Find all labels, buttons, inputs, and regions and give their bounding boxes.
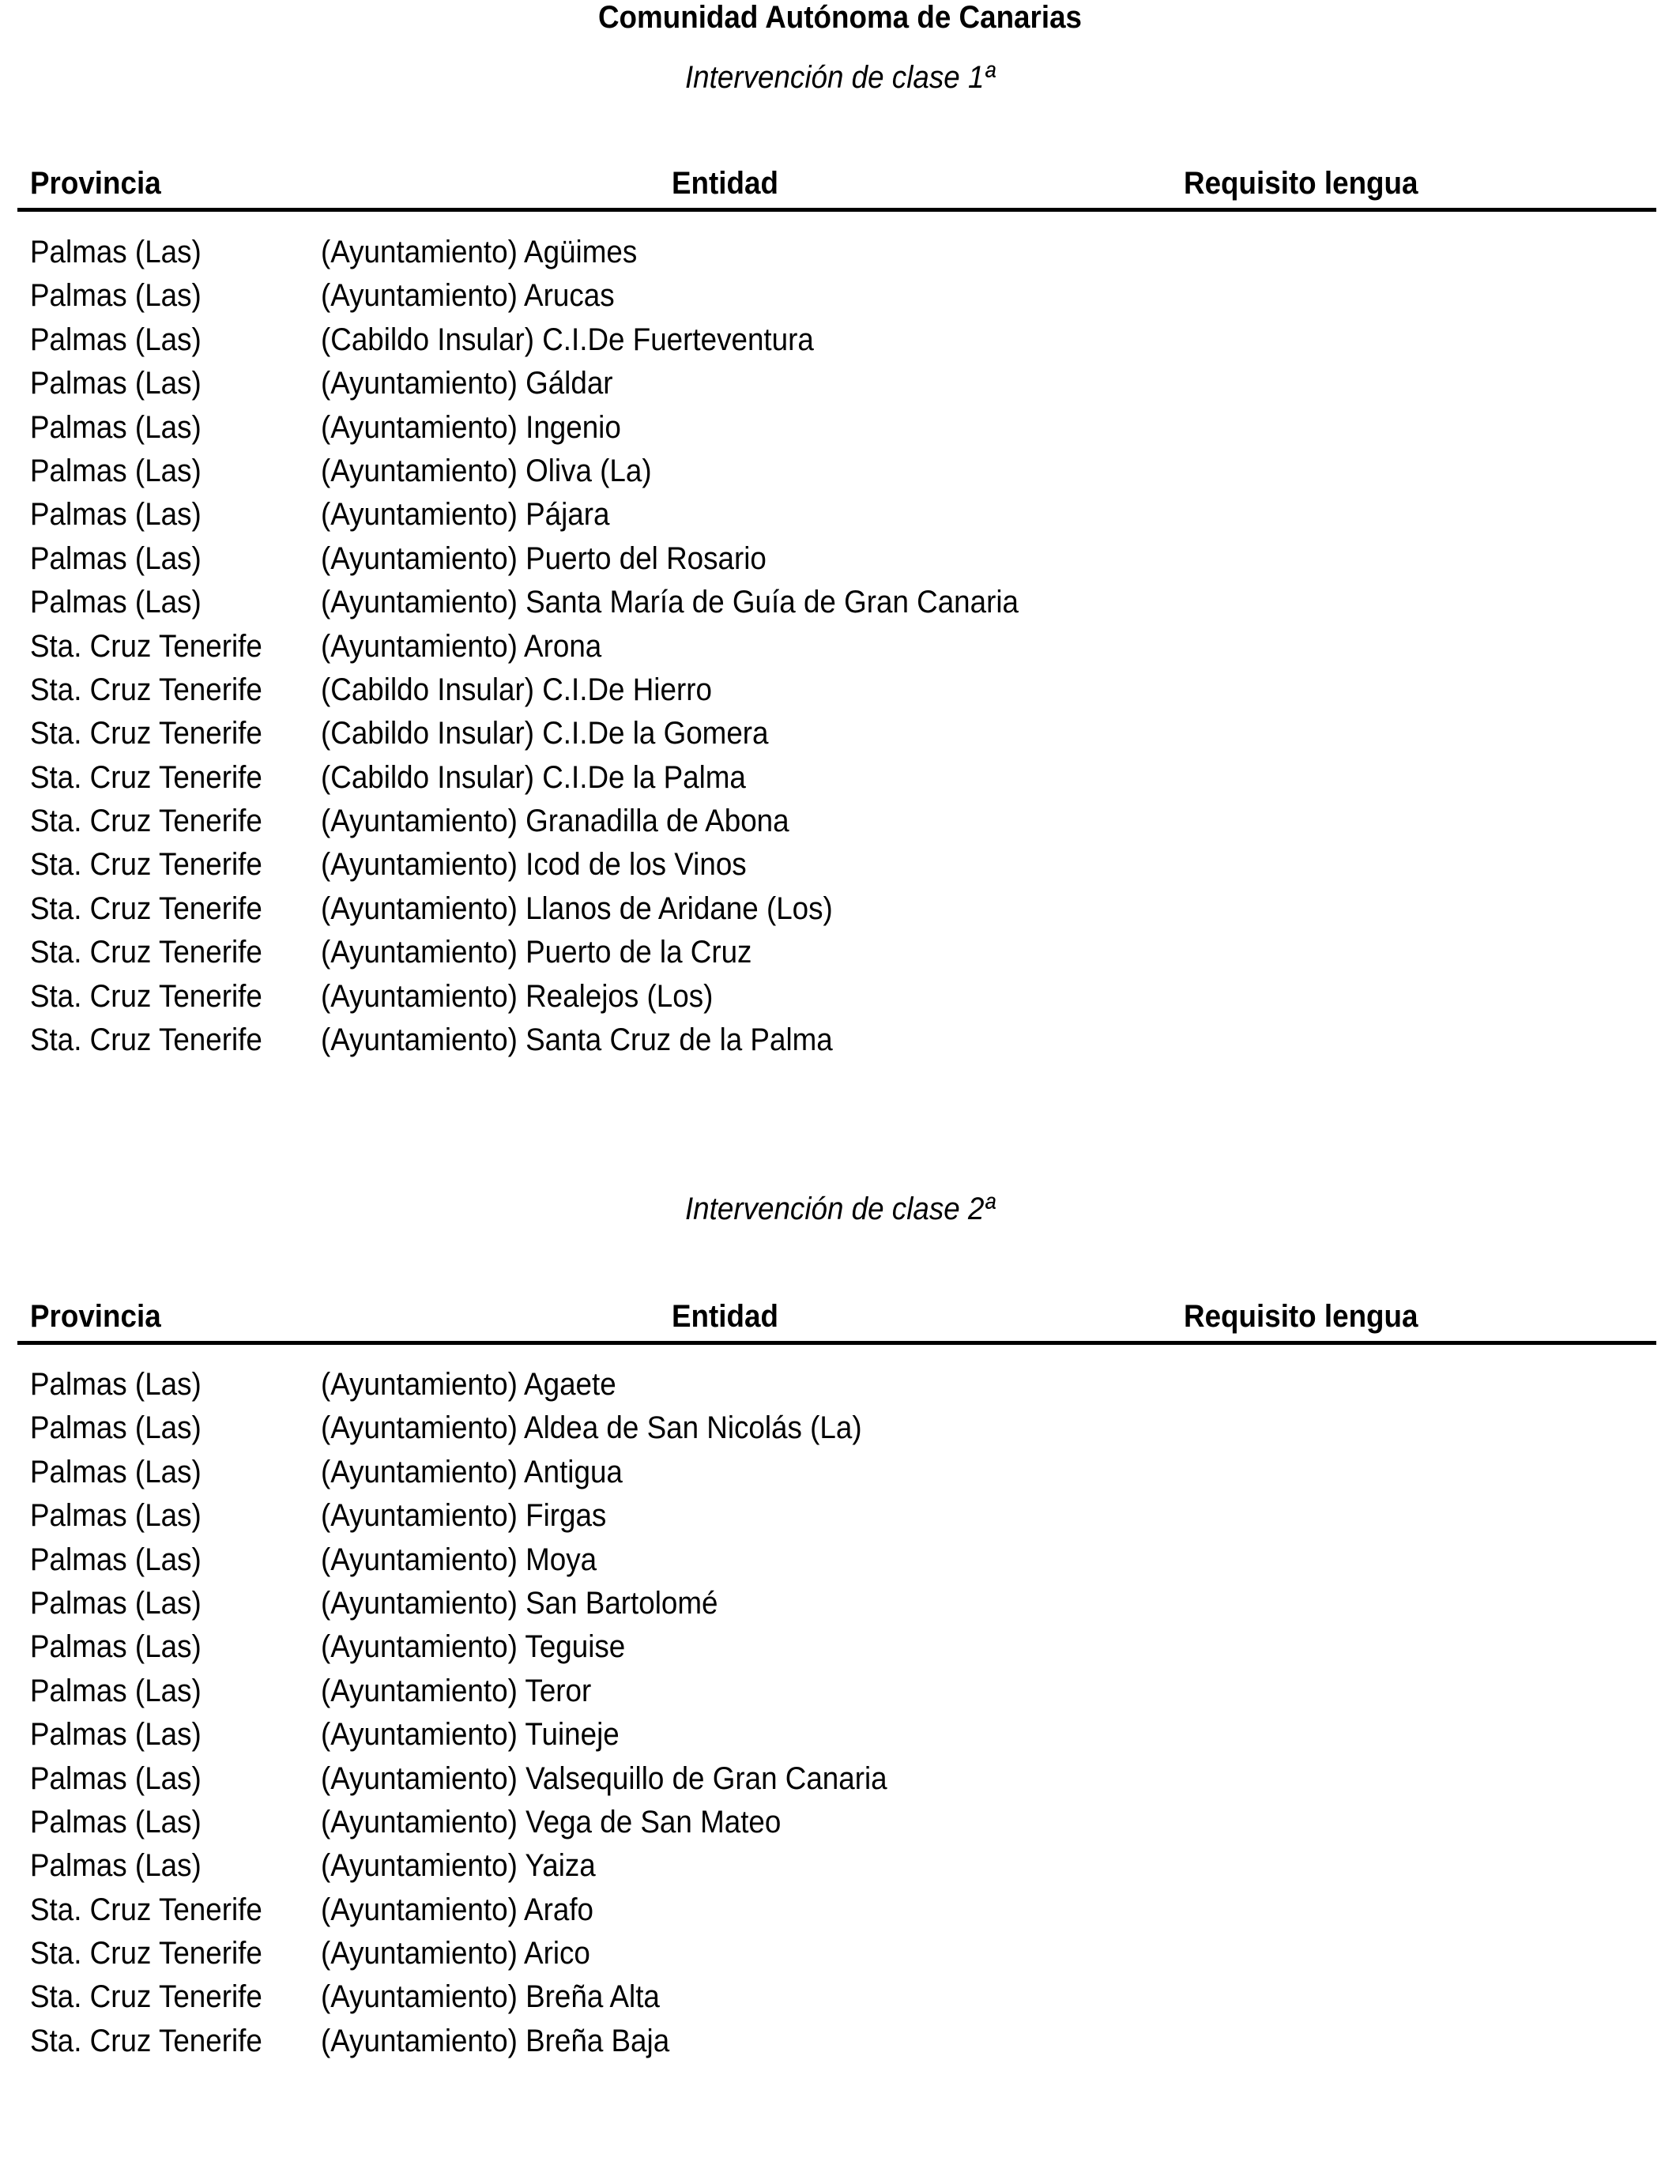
section-heading: Intervención de clase 2ª [684, 1192, 996, 1226]
column-header-provincia: Provincia [30, 166, 161, 201]
table-row [0, 1625, 1680, 1669]
cell-entidad: (Ayuntamiento) Valsequillo de Gran Canaria [321, 1760, 887, 1796]
cell-provincia: Palmas (Las) [30, 1848, 202, 1884]
table-row [0, 1363, 1680, 1406]
cell-provincia: Sta. Cruz Tenerife [30, 1936, 262, 1971]
table-row [0, 2020, 1680, 2063]
cell-provincia: Palmas (Las) [30, 1585, 202, 1621]
header-divider [17, 208, 1656, 212]
cell-provincia: Palmas (Las) [30, 1454, 202, 1489]
cell-entidad: (Cabildo Insular) C.I.De la Palma [321, 759, 746, 795]
table-row [0, 1019, 1680, 1062]
table-row [0, 1844, 1680, 1888]
cell-provincia: Palmas (Las) [30, 278, 202, 314]
table-row [0, 274, 1680, 318]
cell-provincia: Palmas (Las) [30, 1629, 202, 1665]
cell-provincia: Palmas (Las) [30, 322, 202, 357]
cell-provincia: Sta. Cruz Tenerife [30, 672, 262, 707]
cell-provincia: Sta. Cruz Tenerife [30, 759, 262, 795]
table-header [0, 164, 1680, 203]
cell-entidad: (Ayuntamiento) Puerto de la Cruz [321, 935, 752, 970]
table-row [0, 843, 1680, 887]
cell-entidad: (Ayuntamiento) Ingenio [321, 409, 621, 445]
table-body [0, 1363, 1680, 2063]
cell-provincia: Sta. Cruz Tenerife [30, 2023, 262, 2058]
table-row [0, 1888, 1680, 1932]
table-row [0, 1757, 1680, 1801]
column-header-entidad: Entidad [672, 166, 778, 201]
cell-provincia: Sta. Cruz Tenerife [30, 978, 262, 1014]
cell-provincia: Palmas (Las) [30, 1760, 202, 1796]
cell-entidad: (Cabildo Insular) C.I.De Hierro [321, 672, 712, 707]
table-row [0, 1538, 1680, 1582]
table-row [0, 1801, 1680, 1844]
table-row [0, 581, 1680, 624]
table-row [0, 493, 1680, 537]
cell-provincia: Palmas (Las) [30, 1673, 202, 1708]
table-row [0, 318, 1680, 362]
table-body [0, 231, 1680, 1062]
cell-provincia: Palmas (Las) [30, 585, 202, 620]
cell-entidad: (Cabildo Insular) C.I.De la Gomera [321, 716, 769, 751]
column-header-requisito: Requisito lengua [1184, 1299, 1418, 1334]
cell-provincia: Sta. Cruz Tenerife [30, 935, 262, 970]
table-row [0, 712, 1680, 755]
cell-entidad: (Ayuntamiento) Granadilla de Abona [321, 804, 789, 839]
table-row [0, 537, 1680, 581]
cell-entidad: (Ayuntamiento) Breña Alta [321, 1979, 660, 2015]
cell-provincia: Palmas (Las) [30, 1804, 202, 1839]
cell-provincia: Sta. Cruz Tenerife [30, 804, 262, 839]
cell-entidad: (Ayuntamiento) Puerto del Rosario [321, 540, 767, 576]
cell-entidad: (Ayuntamiento) Antigua [321, 1454, 623, 1489]
header-divider [17, 1341, 1656, 1345]
cell-entidad: (Ayuntamiento) Arafo [321, 1892, 594, 1927]
cell-entidad: (Ayuntamiento) Llanos de Aridane (Los) [321, 891, 833, 926]
cell-entidad: (Ayuntamiento) Firgas [321, 1498, 607, 1534]
cell-provincia: Palmas (Las) [30, 409, 202, 445]
cell-provincia: Sta. Cruz Tenerife [30, 628, 262, 664]
cell-provincia: Palmas (Las) [30, 1410, 202, 1446]
cell-entidad: (Ayuntamiento) Tuineje [321, 1717, 620, 1753]
table-row [0, 1494, 1680, 1538]
cell-entidad: (Ayuntamiento) Moya [321, 1542, 597, 1577]
table-row [0, 231, 1680, 274]
table-row [0, 1406, 1680, 1450]
table-row [0, 1932, 1680, 1975]
cell-provincia: Palmas (Las) [30, 235, 202, 269]
section-heading: Intervención de clase 1ª [684, 60, 996, 95]
table-header [0, 1297, 1680, 1336]
cell-entidad: (Ayuntamiento) Teguise [321, 1629, 626, 1665]
table-row [0, 625, 1680, 668]
cell-provincia: Palmas (Las) [30, 453, 202, 488]
cell-entidad: (Ayuntamiento) Santa María de Guía de Gran Canaria [321, 585, 1019, 620]
cell-provincia: Palmas (Las) [30, 1717, 202, 1753]
table-row [0, 756, 1680, 800]
cell-provincia: Sta. Cruz Tenerife [30, 1892, 262, 1927]
cell-entidad: (Ayuntamiento) Arico [321, 1936, 590, 1971]
cell-entidad: (Ayuntamiento) Agüimes [321, 235, 638, 269]
column-header-entidad: Entidad [672, 1299, 778, 1334]
table-row [0, 1670, 1680, 1713]
cell-provincia: Palmas (Las) [30, 1542, 202, 1577]
cell-entidad: (Ayuntamiento) Gáldar [321, 366, 613, 401]
cell-provincia: Palmas (Las) [30, 366, 202, 401]
table-row [0, 800, 1680, 843]
cell-entidad: (Ayuntamiento) Pájara [321, 497, 610, 533]
cell-entidad: (Ayuntamiento) Arona [321, 628, 602, 664]
cell-provincia: Sta. Cruz Tenerife [30, 1979, 262, 2015]
table-row [0, 1975, 1680, 2019]
cell-entidad: (Ayuntamiento) Yaiza [321, 1848, 596, 1884]
cell-entidad: (Ayuntamiento) Icod de los Vinos [321, 847, 747, 883]
table-row [0, 887, 1680, 931]
cell-provincia: Sta. Cruz Tenerife [30, 1022, 262, 1058]
table-row [0, 1582, 1680, 1625]
cell-provincia: Sta. Cruz Tenerife [30, 847, 262, 883]
cell-provincia: Sta. Cruz Tenerife [30, 891, 262, 926]
table-row [0, 362, 1680, 405]
cell-provincia: Palmas (Las) [30, 1498, 202, 1534]
cell-provincia: Sta. Cruz Tenerife [30, 716, 262, 751]
cell-entidad: (Ayuntamiento) Arucas [321, 278, 615, 314]
cell-provincia: Palmas (Las) [30, 497, 202, 533]
cell-entidad: (Ayuntamiento) San Bartolomé [321, 1585, 718, 1621]
cell-provincia: Palmas (Las) [30, 1367, 202, 1402]
cell-entidad: (Ayuntamiento) Teror [321, 1673, 592, 1708]
table-row [0, 1451, 1680, 1494]
table-row [0, 1713, 1680, 1757]
column-header-requisito: Requisito lengua [1184, 166, 1418, 201]
table-row [0, 668, 1680, 712]
column-header-provincia: Provincia [30, 1299, 161, 1334]
table-row [0, 931, 1680, 974]
cell-provincia: Palmas (Las) [30, 540, 202, 576]
cell-entidad: (Cabildo Insular) C.I.De Fuerteventura [321, 322, 814, 357]
table-row [0, 450, 1680, 493]
cell-entidad: (Ayuntamiento) Oliva (La) [321, 453, 652, 488]
table-row [0, 975, 1680, 1019]
cell-entidad: (Ayuntamiento) Vega de San Mateo [321, 1804, 782, 1839]
cell-entidad: (Ayuntamiento) Realejos (Los) [321, 978, 714, 1014]
cell-entidad: (Ayuntamiento) Aldea de San Nicolás (La) [321, 1410, 862, 1446]
cell-entidad: (Ayuntamiento) Santa Cruz de la Palma [321, 1022, 833, 1058]
cell-entidad: (Ayuntamiento) Breña Baja [321, 2023, 670, 2058]
cell-entidad: (Ayuntamiento) Agaete [321, 1367, 616, 1402]
document-title: Comunidad Autónoma de Canarias [597, 0, 1083, 35]
table-row [0, 406, 1680, 450]
